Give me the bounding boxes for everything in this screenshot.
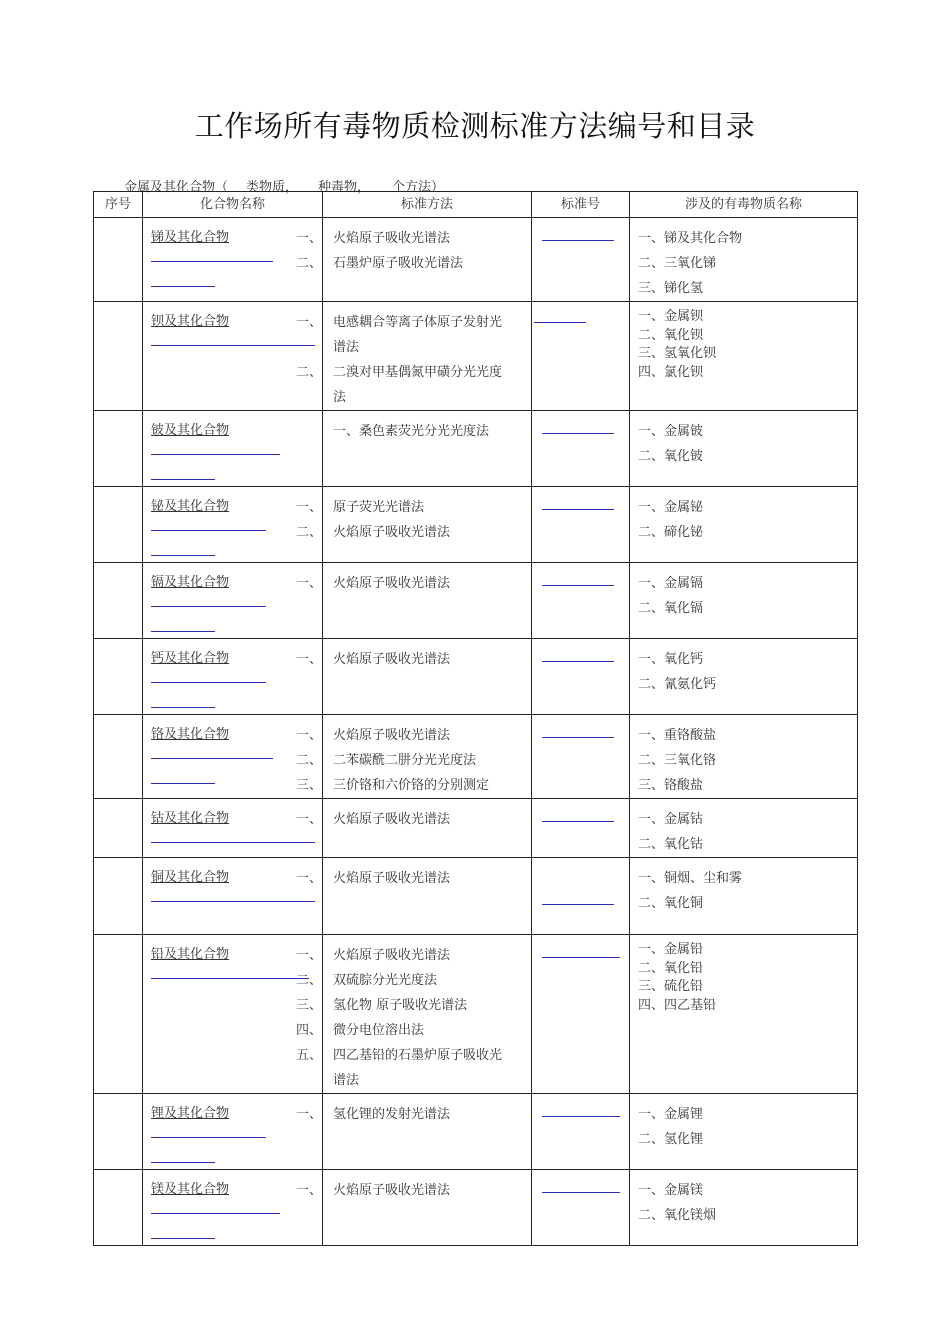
compound-name: 钡及其化合物 (151, 314, 230, 329)
standard-number-cell (532, 1170, 630, 1246)
method-line: 三价铬和六价铬的分别测定 (333, 778, 490, 793)
blank-underline (151, 682, 266, 683)
substance-line: 二、氧化镁烟 (638, 1208, 717, 1223)
blank-underline (151, 758, 273, 759)
table-row (94, 799, 858, 858)
toxic-substances-cell (630, 411, 858, 487)
subtitle-category: 金属及其化合物（ (124, 180, 229, 195)
subtitle-class-unit: 类物质， (246, 180, 299, 195)
method-number: 四、 (295, 1023, 322, 1038)
compound-name: 铬及其化合物 (151, 727, 230, 742)
standard-number-cell (532, 563, 630, 639)
blank-underline (151, 901, 315, 902)
substance-line: 二、碲化铋 (638, 525, 704, 540)
substance-line: 二、氧化铅 (638, 960, 704, 976)
row-index-cell (94, 935, 143, 1094)
substance-line: 二、氰氨化钙 (638, 677, 717, 692)
row-index-cell (94, 799, 143, 858)
substance-line: 一、金属钴 (638, 812, 704, 827)
substance-line: 一、氧化钙 (638, 652, 704, 667)
method-number: 一、 (295, 231, 322, 246)
substance-line: 二、氧化镉 (638, 601, 704, 616)
substance-line: 二、氧化钡 (638, 327, 704, 343)
table-row (94, 563, 858, 639)
compound-name: 铅及其化合物 (151, 947, 230, 962)
method-line: 氢化物 原子吸收光谱法 (333, 998, 468, 1013)
standard-number-blank (542, 737, 614, 738)
method-numbering (296, 310, 322, 410)
method-line: 火焰原子吸收光谱法 (333, 231, 451, 246)
row-index-cell (94, 563, 143, 639)
toxic-substances-cell (630, 639, 858, 715)
method-line: 二溴对甲基偶氮甲磺分光光度 (333, 365, 503, 380)
standard-number-cell (532, 302, 630, 411)
method-line: 法 (333, 390, 347, 405)
method-line: 四乙基铅的石墨炉原子吸收光 (333, 1048, 503, 1063)
substance-line: 二、三氧化锑 (638, 256, 717, 271)
standard-number-cell (532, 858, 630, 935)
row-index-cell (94, 858, 143, 935)
method-number: 一、 (295, 315, 322, 330)
standard-method-cell (323, 858, 532, 935)
method-line: 火焰原子吸收光谱法 (333, 1183, 451, 1198)
method-number (296, 1068, 322, 1093)
substance-line: 一、铜烟、尘和雾 (638, 871, 743, 886)
row-index-cell (94, 1094, 143, 1170)
table-row (94, 639, 858, 715)
header-index: 序号 (94, 192, 143, 218)
compound-name: 镁及其化合物 (151, 1182, 230, 1197)
toxic-substances-cell (630, 1170, 858, 1246)
header-standard-method: 标准方法 (323, 192, 532, 218)
table-row (94, 487, 858, 563)
method-numbering (296, 943, 322, 1093)
standard-number-blank (542, 821, 614, 822)
method-number: 一、 (295, 728, 322, 743)
substance-line: 一、金属钡 (638, 309, 704, 324)
blank-underline (151, 1162, 215, 1163)
standard-number-cell (532, 1094, 630, 1170)
blank-underline (151, 842, 315, 843)
compound-name-cell (143, 935, 323, 1094)
compound-name: 钙及其化合物 (151, 651, 230, 666)
method-number: 二、 (295, 256, 322, 271)
row-index-cell (94, 715, 143, 799)
table-header-row (94, 192, 858, 218)
header-standard-number: 标准号 (532, 192, 630, 218)
method-number: 二、 (295, 753, 322, 768)
blank-underline (151, 707, 215, 708)
standard-method-cell (323, 1094, 532, 1170)
method-numbering (296, 807, 322, 832)
standard-number-blank (542, 240, 614, 241)
header-toxic-substances: 涉及的有毒物质名称 (630, 192, 858, 218)
compound-name: 钴及其化合物 (151, 811, 230, 826)
toxic-substances-cell (630, 218, 858, 302)
standard-number-blank (542, 1116, 620, 1117)
blank-underline (151, 1213, 280, 1214)
standard-method-cell (323, 1170, 532, 1246)
row-index-cell (94, 639, 143, 715)
substance-line: 一、金属铋 (638, 500, 704, 515)
toxic-substances-cell (630, 799, 858, 858)
method-number: 一、 (295, 500, 322, 515)
blank-underline (151, 1137, 266, 1138)
blank-underline (151, 261, 273, 262)
method-number: 一、 (295, 1107, 322, 1122)
method-number: 一、 (295, 1183, 322, 1198)
standard-method-cell (323, 411, 532, 487)
substance-line: 二、氢化锂 (638, 1132, 704, 1147)
standard-method-cell (323, 639, 532, 715)
method-numbering (296, 226, 322, 276)
method-line: 双硫腙分光光度法 (333, 973, 438, 988)
method-number (296, 335, 322, 360)
compound-name-cell (143, 218, 323, 302)
method-line: 火焰原子吸收光谱法 (333, 728, 451, 743)
method-line: 火焰原子吸收光谱法 (333, 812, 451, 827)
substance-line: 二、氧化钴 (638, 837, 704, 852)
standard-method-cell (323, 935, 532, 1094)
compound-name-cell (143, 563, 323, 639)
method-number: 一、 (295, 652, 322, 667)
toxic-substances-cell (630, 715, 858, 799)
method-line: 火焰原子吸收光谱法 (333, 948, 451, 963)
method-line: 火焰原子吸收光谱法 (333, 525, 451, 540)
compound-name-cell (143, 799, 323, 858)
method-numbering (296, 495, 322, 545)
method-numbering (296, 571, 322, 596)
method-line: 二苯碳酰二肼分光光度法 (333, 753, 477, 768)
standard-number-blank (542, 509, 614, 510)
toxic-substances-cell (630, 487, 858, 563)
method-line: 氢化锂的发射光谱法 (333, 1107, 451, 1122)
table-row (94, 218, 858, 302)
substance-line: 一、金属锂 (638, 1107, 704, 1122)
method-number: 一、 (295, 812, 322, 827)
blank-underline (151, 1238, 215, 1239)
substance-line: 二、三氧化铬 (638, 753, 717, 768)
table-row (94, 858, 858, 935)
method-numbering (296, 1178, 322, 1203)
substance-line: 三、铬酸盐 (638, 778, 704, 793)
method-line: 原子荧光光谱法 (333, 500, 425, 515)
compound-name: 锂及其化合物 (151, 1106, 230, 1121)
method-numbering (296, 723, 322, 798)
method-line: 谱法 (333, 340, 360, 355)
blank-underline (151, 606, 266, 607)
substance-line: 二、氧化铍 (638, 449, 704, 464)
standard-method-cell (323, 715, 532, 799)
standard-number-cell (532, 411, 630, 487)
table-row (94, 411, 858, 487)
substance-line: 三、锑化氢 (638, 281, 704, 296)
toxic-substances-cell (630, 935, 858, 1094)
compound-name-cell (143, 858, 323, 935)
standard-method-cell (323, 302, 532, 411)
method-number (296, 385, 322, 410)
substance-line: 一、金属镁 (638, 1183, 704, 1198)
method-line: 火焰原子吸收光谱法 (333, 871, 451, 886)
substance-line: 四、氯化钡 (638, 364, 704, 380)
standard-number-cell (532, 799, 630, 858)
compound-name-cell (143, 715, 323, 799)
substance-line: 四、四乙基铅 (638, 997, 717, 1013)
compound-name: 镉及其化合物 (151, 575, 230, 590)
row-index-cell (94, 1170, 143, 1246)
blank-underline (151, 479, 215, 480)
subtitle-substance-unit: 种毒物， (318, 180, 371, 195)
substance-line: 三、氢氧化钡 (638, 346, 717, 361)
method-number: 一、 (295, 871, 322, 886)
method-line: 石墨炉原子吸收光谱法 (333, 256, 464, 271)
table-row (94, 302, 858, 411)
standard-number-blank (542, 1192, 620, 1193)
page-title: 工作场所有毒物质检测标准方法编号和目录 (194, 109, 756, 143)
compound-name: 铋及其化合物 (151, 499, 230, 514)
blank-underline (151, 783, 215, 784)
row-index-cell (94, 487, 143, 563)
blank-underline (151, 454, 280, 455)
standard-number-blank (542, 957, 620, 958)
standard-method-cell (323, 218, 532, 302)
substance-line: 一、金属铍 (638, 424, 704, 439)
row-index-cell (94, 411, 143, 487)
table-row (94, 715, 858, 799)
blank-underline (151, 631, 215, 632)
compound-name-cell (143, 639, 323, 715)
compound-name-cell (143, 411, 323, 487)
standard-number-cell (532, 639, 630, 715)
method-number: 三、 (295, 998, 322, 1013)
method-line: 火焰原子吸收光谱法 (333, 576, 451, 591)
blank-underline (151, 286, 215, 287)
blank-underline (151, 978, 309, 979)
subtitle-method-unit: 个方法） (392, 180, 445, 195)
compound-name: 铍及其化合物 (151, 423, 230, 438)
standard-number-cell (532, 218, 630, 302)
compound-name-cell (143, 302, 323, 411)
compound-name: 锑及其化合物 (151, 230, 230, 245)
substance-line: 二、氧化铜 (638, 896, 704, 911)
standard-number-blank (542, 661, 614, 662)
toxic-substances-cell (630, 302, 858, 411)
method-line: 谱法 (333, 1073, 360, 1088)
method-number: 二、 (295, 973, 322, 988)
method-number: 五、 (295, 1048, 322, 1063)
standard-method-cell (323, 799, 532, 858)
header-compound-name: 化合物名称 (143, 192, 323, 218)
method-numbering (296, 866, 322, 891)
blank-underline (151, 345, 315, 346)
compound-name-cell (143, 487, 323, 563)
standard-number-blank (542, 904, 614, 905)
standard-number-cell (532, 935, 630, 1094)
toxic-substances-cell (630, 563, 858, 639)
standard-number-cell (532, 487, 630, 563)
method-number: 二、 (295, 525, 322, 540)
method-line: 一、桑色素荧光分光光度法 (333, 424, 490, 439)
blank-underline (151, 530, 266, 531)
method-number: 一、 (295, 948, 322, 963)
substance-line: 一、金属镉 (638, 576, 704, 591)
standard-method-cell (323, 487, 532, 563)
method-line: 电感耦合等离子体原子发射光 (333, 315, 503, 330)
substance-line: 三、硫化铅 (638, 979, 704, 994)
row-index-cell (94, 302, 143, 411)
method-line: 火焰原子吸收光谱法 (333, 652, 451, 667)
method-numbering (296, 1102, 322, 1127)
substance-line: 一、金属铅 (638, 942, 704, 957)
standard-number-cell (532, 715, 630, 799)
toxic-substances-cell (630, 1094, 858, 1170)
row-index-cell (94, 218, 143, 302)
substance-line: 一、锑及其化合物 (638, 231, 743, 246)
method-number: 二、 (295, 365, 322, 380)
method-numbering (296, 647, 322, 672)
table-row (94, 1094, 858, 1170)
toxic-substances-cell (630, 858, 858, 935)
blank-underline (151, 555, 215, 556)
standard-number-blank (534, 322, 586, 323)
method-line: 微分电位溶出法 (333, 1023, 425, 1038)
substance-line: 一、重铬酸盐 (638, 728, 717, 743)
method-number: 一、 (295, 576, 322, 591)
standard-method-cell (323, 563, 532, 639)
table-row (94, 1170, 858, 1246)
table-row (94, 935, 858, 1094)
standards-table (93, 191, 858, 1246)
standard-number-blank (542, 585, 614, 586)
compound-name-cell (143, 1094, 323, 1170)
compound-name: 铜及其化合物 (151, 870, 230, 885)
compound-name-cell (143, 1170, 323, 1246)
method-number: 三、 (295, 778, 322, 793)
standard-number-blank (542, 433, 614, 434)
